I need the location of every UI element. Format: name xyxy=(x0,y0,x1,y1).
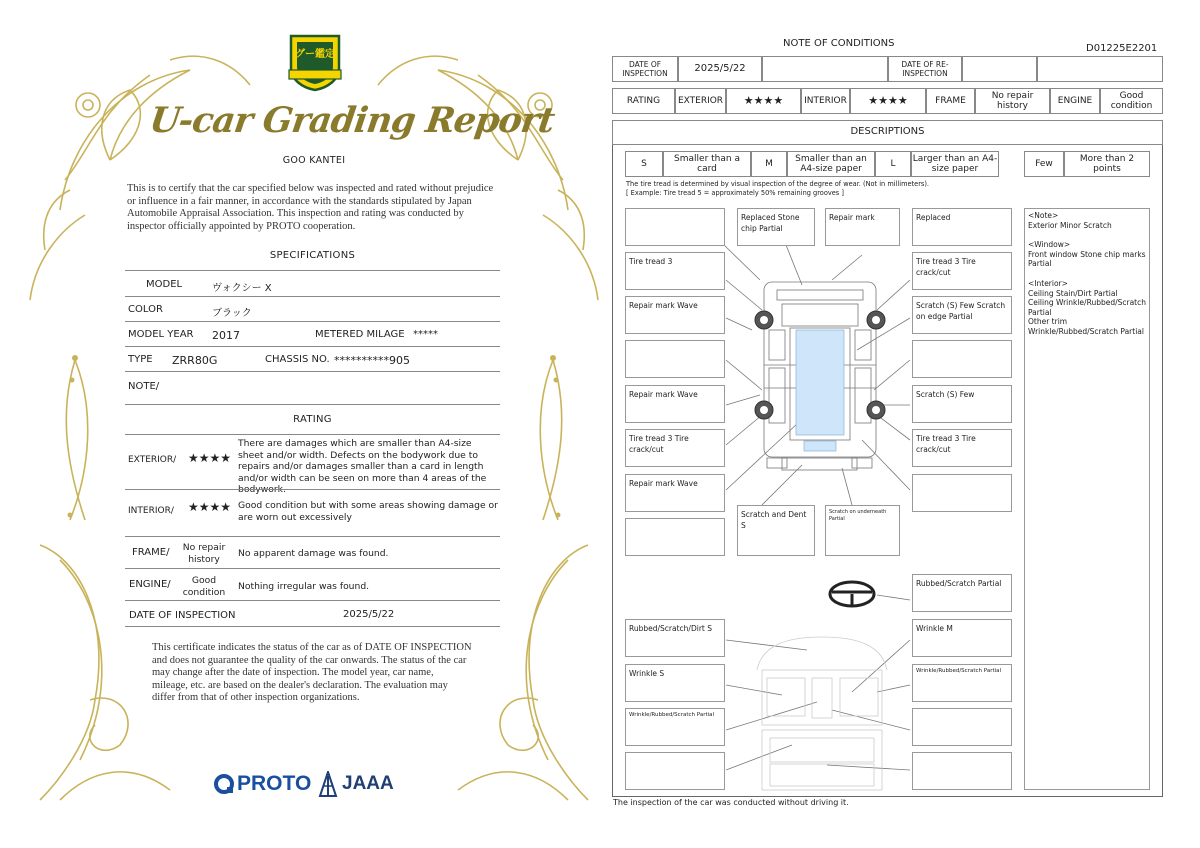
engine-value: Good condition xyxy=(1100,88,1163,114)
rating-heading: RATING xyxy=(293,414,332,425)
interior-item-1: Ceiling Stain/Dirt Partial xyxy=(1028,288,1118,298)
goo-kantei-badge xyxy=(287,32,343,92)
exterior-label: EXTERIOR/ xyxy=(128,455,177,465)
label-wrinkle-rubbed-l: Wrinkle/Rubbed/Scratch Partial xyxy=(625,708,725,746)
interior-label: INTERIOR xyxy=(801,88,850,114)
window-item-1: Front window Stone chip marks Partial xyxy=(1028,249,1146,269)
proto-logo-icon xyxy=(213,773,235,795)
model-label: MODEL xyxy=(146,279,183,290)
steering-wheel-icon xyxy=(830,582,874,606)
legend-m-desc: Smaller than an A4-size paper xyxy=(787,151,875,177)
inspection-date-label: DATE OF INSPECTION xyxy=(612,56,678,82)
label-repair-mark-wave-2: Repair mark Wave xyxy=(625,385,725,423)
label-tire-tread-rr: Tire tread 3 Tire crack/cut xyxy=(912,429,1012,467)
label-repair-mark-wave-3: Repair mark Wave xyxy=(625,474,725,512)
interior-item-3: Other trim Wrinkle/Rubbed/Scratch Partial xyxy=(1028,317,1144,336)
label-tire-tread-fr: Tire tread 3 Tire crack/cut xyxy=(912,252,1012,290)
chassis-label: CHASSIS NO. xyxy=(265,354,330,365)
frame-value: No repair history xyxy=(182,542,226,565)
label-wrinkle-s: Wrinkle S xyxy=(625,664,725,702)
year-label: MODEL YEAR xyxy=(128,329,194,340)
year-value: 2017 xyxy=(212,329,240,342)
report-subtitle: GOO KANTEI xyxy=(282,155,346,166)
label-repair-mark: Repair mark xyxy=(825,208,900,246)
label-rubbed-scratch-dirt: Rubbed/Scratch/Dirt S xyxy=(625,619,725,657)
label-scratch-dent: Scratch and Dent S xyxy=(737,505,815,556)
type-label: TYPE xyxy=(128,354,153,365)
mileage-label: METERED MILAGE xyxy=(315,329,405,340)
footer-note: The inspection of the car was conducted without driving it. xyxy=(613,798,849,807)
specifications-heading: SPECIFICATIONS xyxy=(269,250,356,261)
color-value: ブラック xyxy=(212,308,252,319)
interior-label: INTERIOR/ xyxy=(128,506,174,516)
interior-heading: <Interior> xyxy=(1028,278,1068,288)
exterior-description: There are damages which are smaller than A4-size sheet and/or width. Defects on the bodywork due to repairs and/or damages smaller than a card in length and/or width can be seen on more than 4 areas of the xyxy=(238,438,487,484)
frame-description: No apparent damage was found. xyxy=(238,548,389,559)
exterior-stars: ★★★★ xyxy=(726,88,801,114)
interior-stars: ★★★★ xyxy=(850,88,926,114)
jaaa-logo xyxy=(318,770,394,798)
intro-paragraph: This is to certify that the car specified below was inspected and rated without prejudice or influence in a fair manner, in accordance with the standards stipulated by Japan Automobile Appraisal Association. This inspection and rating was conducted by inspector officially appointed by PROTO cooperation. xyxy=(127,183,494,232)
note-item-1: Exterior Minor Scratch xyxy=(1028,220,1112,230)
inspection-date-value: 2025/5/22 xyxy=(678,56,762,82)
engine-value: Good condition xyxy=(182,575,226,598)
legend-s-desc: Smaller than a card xyxy=(663,151,751,177)
date-value: 2025/5/22 xyxy=(343,609,395,620)
label-scratch-few: Scratch (S) Few xyxy=(912,385,1012,423)
proto-logo-text: PROTO xyxy=(237,772,312,795)
frame-label: FRAME/ xyxy=(132,547,170,558)
label-rubbed-scratch: Rubbed/Scratch Partial xyxy=(912,574,1012,612)
engine-description: Nothing irregular was found. xyxy=(238,581,370,592)
reinspection-label: DATE OF RE-INSPECTION xyxy=(888,56,962,82)
window-heading: <Window> xyxy=(1028,240,1071,250)
jaaa-logo-icon xyxy=(318,771,338,797)
label-repair-mark-wave-1: Repair mark Wave xyxy=(625,296,725,334)
color-label: COLOR xyxy=(128,304,163,315)
legend-few-desc: More than 2 points xyxy=(1064,151,1150,177)
note-heading: <Note> xyxy=(1028,211,1059,220)
frame-label: FRAME xyxy=(926,88,975,114)
legend-s: S xyxy=(625,151,663,177)
conditions-title: NOTE OF CONDITIONS xyxy=(783,38,895,49)
label-replaced: Replaced xyxy=(912,208,1012,246)
chassis-value: **********905 xyxy=(334,354,410,367)
date-label: DATE OF INSPECTION xyxy=(129,610,236,621)
note-label: NOTE/ xyxy=(128,381,160,392)
document-id: D01225E2201 xyxy=(1086,43,1158,54)
jaaa-logo-text: JAAA xyxy=(342,773,394,794)
legend-few: Few xyxy=(1024,151,1064,177)
badge-text: グー鑑定 xyxy=(295,49,335,60)
interior-description: Good condition but with some areas showing damage or are worn out excessively xyxy=(238,500,498,523)
label-wrinkle-rubbed-r: Wrinkle/Rubbed/Scratch Partial xyxy=(912,664,1012,702)
label-wrinkle-m: Wrinkle M xyxy=(912,619,1012,657)
label-scratch-edge: Scratch (S) Few Scratch on edge Partial xyxy=(912,296,1012,334)
tread-note-1: The tire tread is determined by visual inspection of the degree of wear. (Not in millimeters). xyxy=(626,180,930,188)
legend-l: L xyxy=(875,151,911,177)
model-value: ヴォクシー X xyxy=(212,283,272,294)
rating-label: RATING xyxy=(612,88,675,114)
type-value: ZRR80G xyxy=(172,354,218,367)
interior-stars: ★★★★ xyxy=(188,500,232,514)
descriptions-heading: DESCRIPTIONS xyxy=(612,120,1163,145)
proto-logo xyxy=(213,770,311,798)
notes-content xyxy=(1028,211,1148,337)
label-tire-tread-rl: Tire tread 3 Tire crack/cut xyxy=(625,429,725,467)
tread-note-2: [ Example: Tire tread 5 = approximately 50% remaining grooves ] xyxy=(626,189,844,197)
exterior-stars: ★★★★ xyxy=(188,451,232,465)
engine-label: ENGINE xyxy=(1050,88,1100,114)
label-scratch-underneath: Scratch on underneath Partial xyxy=(825,505,900,556)
engine-label: ENGINE/ xyxy=(129,579,171,590)
legend-m: M xyxy=(751,151,787,177)
mileage-value: ***** xyxy=(413,329,438,340)
footer-paragraph: This certificate indicates the status of the car as of DATE OF INSPECTION and does not guarantee the quality of the car onwards. The status of the car may change after the date of inspection. The model year, car name, mileage, etc. are based on the dealer's declaration. The evaluation may differ from that of other inspection organizations. xyxy=(152,642,472,703)
report-title: U-car Grading Report xyxy=(147,100,557,141)
label-tire-tread-fl: Tire tread 3 xyxy=(625,252,725,290)
label-replaced-stone-chip: Replaced Stone chip Partial xyxy=(737,208,815,246)
exterior-label: EXTERIOR xyxy=(675,88,726,114)
frame-value: No repair history xyxy=(975,88,1050,114)
interior-item-2: Ceiling Wrinkle/Rubbed/Scratch Partial xyxy=(1028,298,1147,317)
legend-l-desc: Larger than an A4-size paper xyxy=(911,151,999,177)
